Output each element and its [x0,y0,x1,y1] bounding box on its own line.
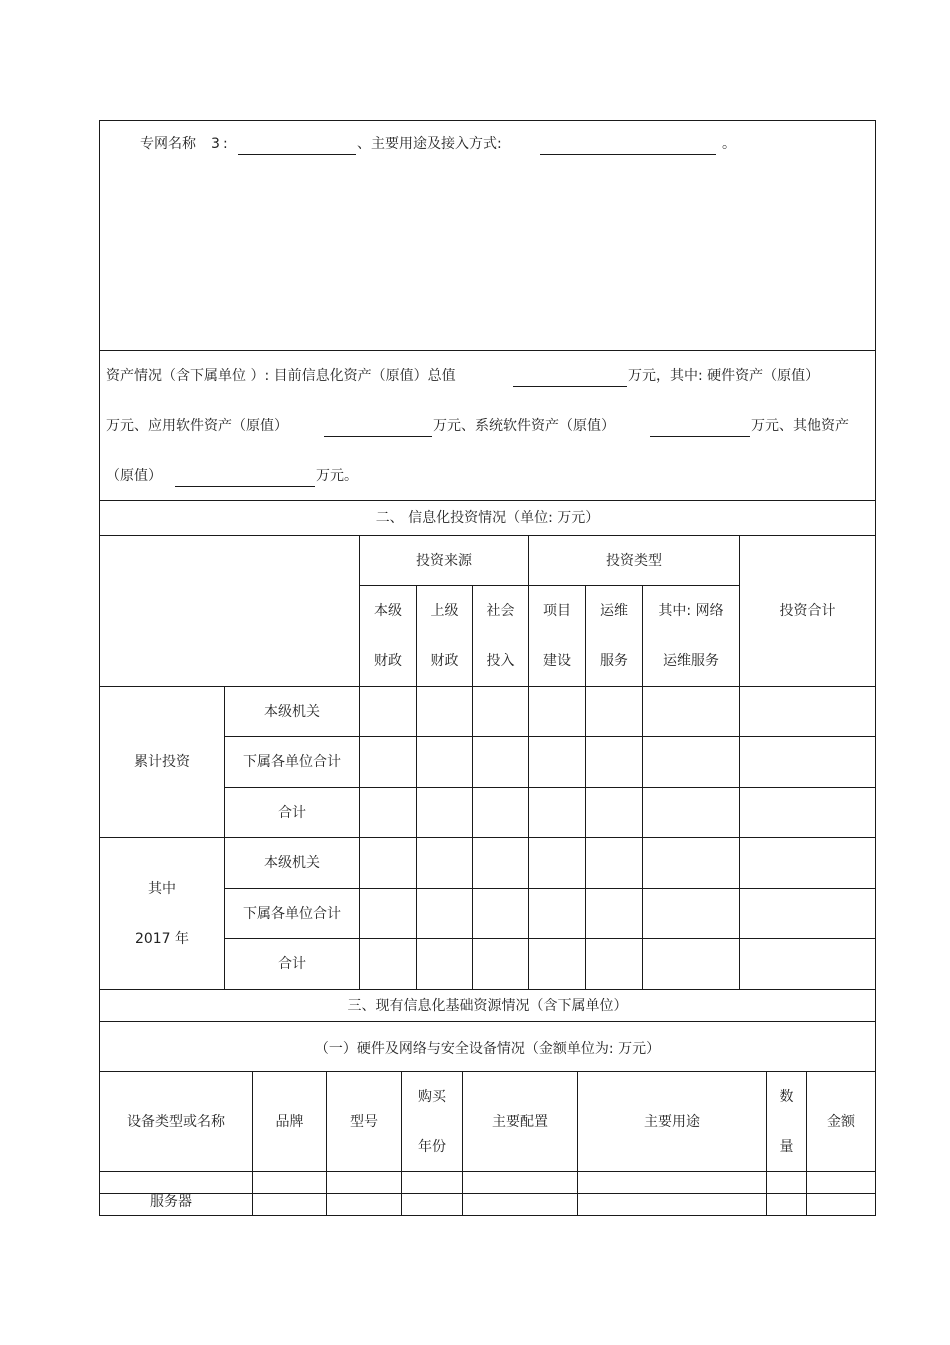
col-header-quantity-l1: 数 [779,1088,794,1105]
assets-app-software-field[interactable] [324,436,432,437]
row-label-subordinate-total-2017: 下属各单位合计 [243,905,341,922]
subheader-network-ops-l2: 运维服务 [663,653,719,669]
row-label-local-office-2017: 本级机关 [264,855,320,871]
assets-total-field[interactable] [513,386,627,387]
network-name-field[interactable] [238,154,356,155]
subheader-upper-finance-l1: 上级 [430,603,459,619]
col-header-quantity-l2: 量 [779,1138,794,1155]
assets-text-2a: 万元、应用软件资产（原值） [106,418,288,434]
col-header-device-type: 设备类型或名称 [127,1113,225,1130]
subheader-ops-service-l1: 运维 [600,603,628,619]
table-border-bottom [99,1215,876,1216]
row-label-total: 合计 [278,804,306,821]
table-border-top [99,120,876,121]
device-row-server: 服务器 [150,1194,192,1210]
col-header-quantity [767,1072,806,1171]
subheader-network-ops-l1: 其中: 网络 [658,603,724,619]
network-number: 3 [211,136,220,152]
infra-section-title: 三、现有信息化基础资源情况（含下属单位） [347,997,628,1014]
assets-sys-software-field[interactable] [650,436,750,437]
investment-source-header: 投资来源 [416,552,472,569]
subheader-ops-service [586,586,642,686]
investment-section-title: 二、 信息化投资情况（单位: 万元） [375,510,600,526]
subheader-local-finance-l2: 财政 [374,653,402,669]
col-header-purchase-year-l2: 年份 [418,1138,446,1155]
rule-device-header-end [99,1171,876,1172]
subheader-local-finance-l1: 本级 [374,603,402,619]
infra-sub-title: （一）硬件及网络与安全设备情况（金额单位为: 万元） [314,1040,661,1057]
subheader-social-input-l2: 投入 [486,653,515,669]
subheader-project-build [529,586,585,686]
row-label-total-2017: 合计 [278,956,306,972]
subheader-network-ops [643,586,739,686]
col-header-brand: 品牌 [275,1113,304,1130]
assets-text-1a: 资产情况（含下属单位 ）: 目前信息化资产（原值）总值 [106,368,456,384]
subheader-local-finance [360,586,416,686]
investment-total-header: 投资合计 [779,603,836,619]
network-end-mark: 。 [722,136,736,152]
assets-text-3a: （原值） [106,468,162,484]
table-border-right [875,120,876,1216]
network-purpose-label: 、主要用途及接入方式: [357,136,502,152]
row-label-subordinate-total: 下属各单位合计 [243,754,341,770]
group-2017-label [100,838,224,989]
subheader-upper-finance-l2: 财政 [430,653,459,669]
col-header-amount: 金额 [827,1113,855,1130]
assets-text-3b: 万元。 [316,468,358,484]
subheader-project-build-l1: 项目 [543,603,571,619]
subheader-upper-finance [417,586,472,686]
row-label-local-office: 本级机关 [264,703,320,720]
assets-other-field[interactable] [175,486,315,487]
assets-text-2b: 万元、系统软件资产（原值） [433,418,615,434]
subheader-social-input [473,586,528,686]
col-header-config: 主要配置 [492,1113,548,1130]
group-2017-label-l1: 其中 [148,880,176,897]
subheader-project-build-l2: 建设 [543,653,571,669]
col-header-purchase-year [402,1072,462,1171]
subheader-ops-service-l2: 服务 [600,653,628,669]
assets-text-1b: 万元，其中: 硬件资产（原值） [628,368,820,384]
investment-type-header: 投资类型 [606,552,662,569]
group-cumulative-label: 累计投资 [134,754,190,770]
network-label: 专网名称 [140,136,196,152]
subheader-social-input-l1: 社会 [486,603,515,619]
group-2017-label-l2: 2017 年 [134,930,190,947]
col-header-model: 型号 [350,1113,378,1130]
assets-text-2c: 万元、其他资产 [751,418,849,434]
rule-network-end [99,350,876,351]
network-colon: : [223,136,228,152]
col-header-usage: 主要用途 [644,1113,700,1130]
network-purpose-field[interactable] [540,154,716,155]
col-header-purchase-year-l1: 购买 [418,1088,446,1105]
